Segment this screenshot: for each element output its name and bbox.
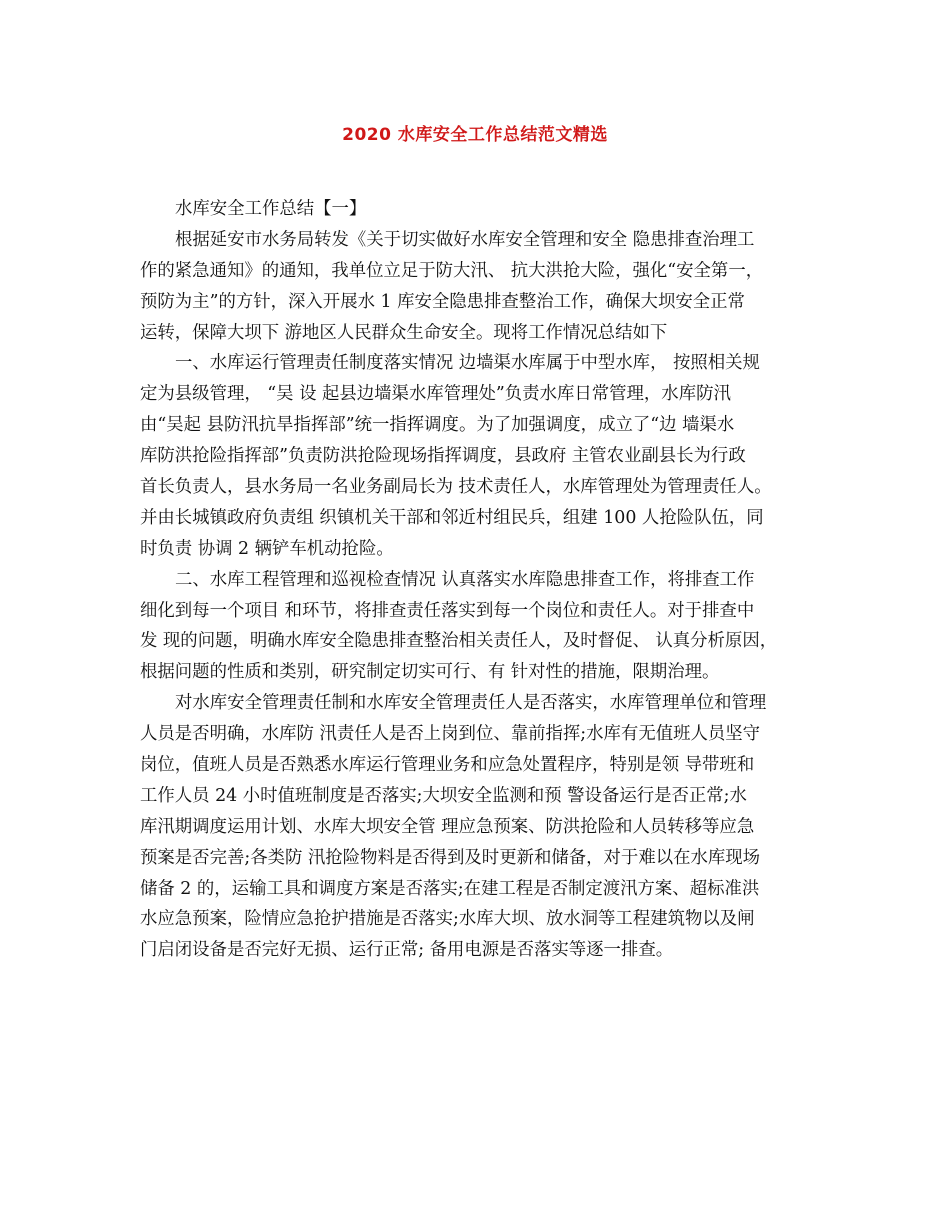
text-line: 岗位，值班人员是否熟悉水库运行管理业务和应急处置程序，特别是领 导带班和: [140, 755, 755, 776]
text-line: 运转，保障大坝下 游地区人民群众生命安全。现将工作情况总结如下: [140, 322, 668, 343]
section-one-paragraph: [140, 348, 812, 564]
text-line: 并由长城镇政府负责组 织镇机关干部和邻近村组民兵，组建 100 人抢险队伍，同: [140, 507, 764, 528]
text-line: 水应急预案，险情应急抢护措施是否落实;水库大坝、放水洞等工程建筑物以及闸: [140, 909, 755, 930]
text-line: 人员是否明确，水库防 汛责任人是否上岗到位、靠前指挥;水库有无值班人员坚守: [140, 724, 761, 745]
text-line: 首长负责人，县水务局一名业务副局长为 技术责任人，水库管理处为管理责任人。: [140, 477, 772, 498]
text-line: 水库安全工作总结【一】: [175, 199, 367, 219]
text-line: 细化到每一个项目 和环节，将排查责任落实到每一个岗位和责任人。对于排查中: [140, 600, 755, 621]
text-line: 预案是否完善;各类防 汛抢险物料是否得到及时更新和储备，对于难以在水库现场: [140, 847, 761, 868]
text-line: 库防洪抢险指挥部”负责防洪抢险现场指挥调度，县政府 主管农业副县长为行政: [140, 446, 746, 467]
text-line: 一、水库运行管理责任制度落实情况 边墙渠水库属于中型水库， 按照相关规: [175, 353, 760, 374]
text-line: 预防为主”的方针，深入开展水 1 库安全隐患排查整治工作，确保大坝安全正常: [140, 291, 745, 312]
text-line: 根据问题的性质和类别，研究制定切实可行、有 针对性的措施，限期治理。: [140, 662, 720, 683]
inspection-items-paragraph: [140, 688, 812, 966]
text-line: 由“吴起 县防汛抗旱指挥部”统一指挥调度。为了加强调度，成立了“边 墙渠水: [140, 415, 735, 436]
section-heading-one: [140, 194, 812, 225]
text-line: 门启闭设备是否完好无损、运行正常; 备用电源是否落实等逐一排查。: [140, 940, 674, 961]
text-line: 时负责 协调 2 辆铲车机动抢险。: [140, 538, 394, 559]
text-line: 库汛期调度运用计划、水库大坝安全管 理应急预案、防洪抢险和人员转移等应急: [140, 816, 755, 837]
document-body: [140, 194, 812, 966]
text-line: 根据延安市水务局转发《关于切实做好水库安全管理和安全 隐患排查治理工: [175, 229, 755, 250]
text-line: 二、水库工程管理和巡视检查情况 认真落实水库隐患排查工作，将排查工作: [175, 569, 755, 590]
text-line: 定为县级管理， “吴 设 起县边墙渠水库管理处”负责水库日常管理，水库防汛: [140, 384, 731, 405]
text-line: 对水库安全管理责任制和水库安全管理责任人是否落实，水库管理单位和管理: [175, 693, 767, 714]
intro-paragraph: [140, 225, 812, 349]
document-title: 2020 水库安全工作总结范文精选: [342, 125, 608, 145]
section-two-paragraph: [140, 565, 812, 689]
text-line: 储备 2 的，运输工具和调度方案是否落实;在建工程是否制定渡汛方案、超标准洪: [140, 878, 760, 899]
text-line: 作的紧急通知》的通知，我单位立足于防大汛、 抗大洪抢大险，强化“安全第一，: [140, 260, 764, 281]
text-line: 发 现的问题，明确水库安全隐患排查整治相关责任人，及时督促、 认真分析原因，: [140, 631, 778, 652]
text-line: 工作人员 24 小时值班制度是否落实;大坝安全监测和预 警设备运行是否正常;水: [140, 785, 747, 806]
